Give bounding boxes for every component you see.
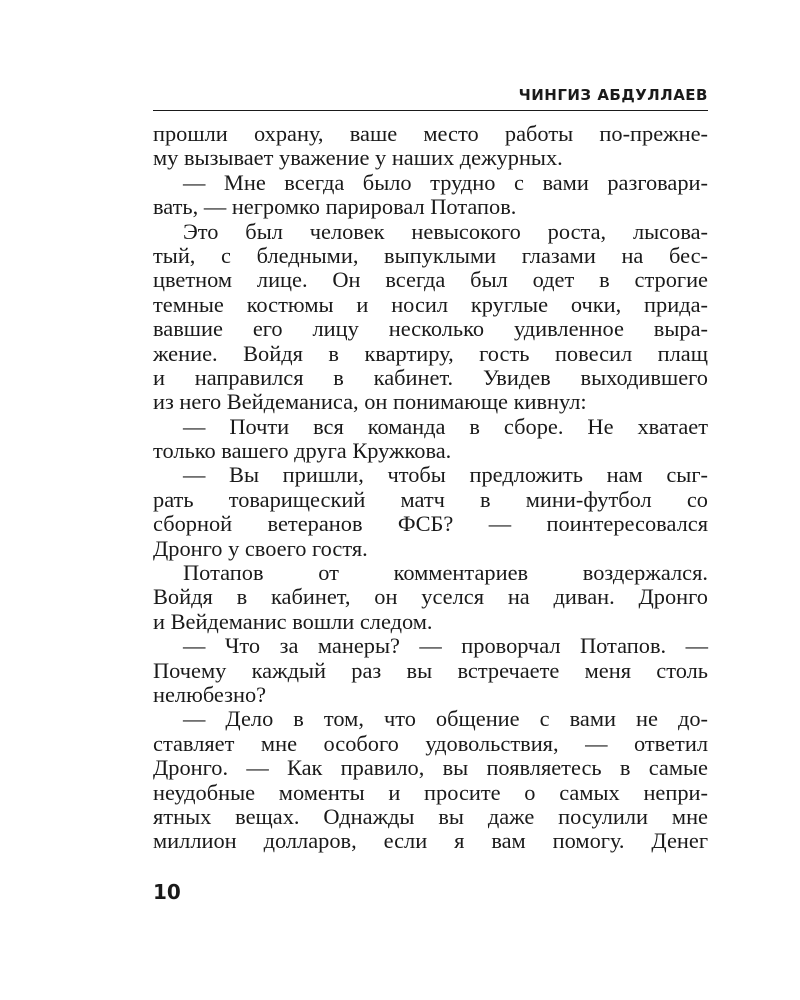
- text-line: тый, с бледными, выпуклыми глазами на бес-: [153, 242, 708, 268]
- text-line: Дронго у своего гостя.: [153, 535, 368, 561]
- text-line: Дронго. — Как правило, вы появляетесь в самые: [153, 755, 708, 781]
- text-line: ставляет мне особого удовольствия, — ответил: [153, 730, 708, 756]
- text-line: цветном лице. Он всегда был одет в строгие: [153, 267, 708, 293]
- text-line: прошли охрану, ваше место работы по-прежне-: [153, 121, 708, 146]
- text-line: жение. Войдя в квартиру, гость повесил плащ: [153, 340, 708, 366]
- text-line: ятных вещах. Однажды вы даже посулили мне: [153, 803, 708, 829]
- text-line: темные костюмы и носил круглые очки, прида-: [153, 291, 708, 317]
- text-line: — Что за манеры? — проворчал Потапов. —: [183, 633, 708, 659]
- header-rule: [153, 110, 708, 111]
- text-line: вать, — негромко парировал Потапов.: [153, 194, 517, 220]
- page-number: 10: [153, 880, 181, 904]
- text-line: Это был человек невысокого роста, лысова-: [183, 218, 708, 244]
- text-line: вавшие его лицу несколько удивленное выра-: [153, 316, 708, 342]
- running-head-author: ЧИНГИЗ АБДУЛЛАЕВ: [518, 86, 708, 104]
- text-line: Войдя в кабинет, он уселся на диван. Дронго: [153, 584, 708, 610]
- text-line: — Дело в том, что общение с вами не до-: [183, 706, 708, 732]
- text-line: — Почти вся команда в сборе. Не хватает: [183, 413, 708, 439]
- text-line: и направился в кабинет. Увидев выходившего: [153, 364, 708, 390]
- text-line: Почему каждый раз вы встречаете меня столь: [153, 657, 708, 683]
- text-line: миллион долларов, если я вам помогу. Денег: [153, 828, 708, 854]
- text-line: му вызывает уважение у наших дежурных.: [153, 145, 563, 171]
- text-line: — Мне всегда было трудно с вами разговари-: [183, 169, 708, 195]
- text-line: из него Вейдеманиса, он понимающе кивнул:: [153, 389, 587, 415]
- text-line: и Вейдеманис вошли следом.: [153, 608, 433, 634]
- text-line: — Вы пришли, чтобы предложить нам сыг-: [183, 462, 708, 488]
- text-line: только вашего друга Кружкова.: [153, 438, 452, 464]
- text-line: сборной ветеранов ФСБ? — поинтересовался: [153, 511, 708, 537]
- text-line: рать товарищеский матч в мини-футбол со: [153, 486, 708, 512]
- body-text: [153, 122, 708, 854]
- text-line: неудобные моменты и просите о самых непри-: [153, 779, 708, 805]
- text-line: нелюбезно?: [153, 681, 267, 707]
- text-line: Потапов от комментариев воздержался.: [183, 560, 708, 586]
